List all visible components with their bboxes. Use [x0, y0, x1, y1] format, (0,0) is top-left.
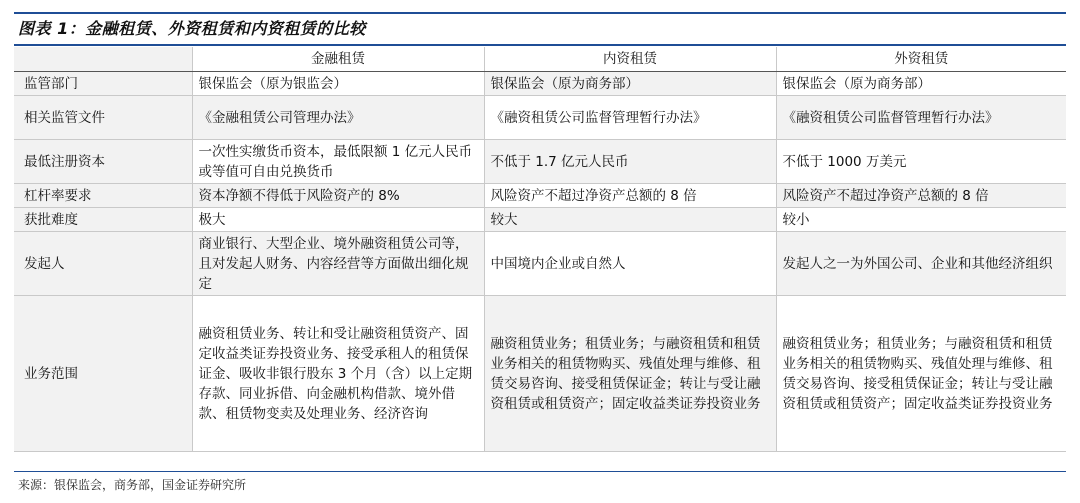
table-cell: 《融资租赁公司监督管理暂行办法》 [776, 96, 1066, 140]
header-row [14, 47, 1066, 72]
table-row [14, 296, 1066, 452]
row-label: 业务范围 [14, 296, 192, 452]
table-cell: 《融资租赁公司监督管理暂行办法》 [484, 96, 776, 140]
table-cell: 风险资产不超过净资产总额的 8 倍 [776, 184, 1066, 208]
table-row [14, 140, 1066, 184]
header-foreign-leasing: 外资租赁 [776, 47, 1066, 72]
table-cell: 中国境内企业或自然人 [484, 232, 776, 296]
table-row [14, 96, 1066, 140]
table-cell: 不低于 1.7 亿元人民币 [484, 140, 776, 184]
table-cell: 发起人之一为外国公司、企业和其他经济组织 [776, 232, 1066, 296]
table-cell: 银保监会（原为商务部） [484, 72, 776, 96]
source-note: 来源：银保监会，商务部，国金证券研究所 [18, 478, 247, 492]
table-cell: 极大 [192, 208, 484, 232]
row-label: 发起人 [14, 232, 192, 296]
table-row [14, 232, 1066, 296]
table-cell: 融资租赁业务、转让和受让融资租赁资产、固定收益类证券投资业务、接受承租人的租赁保证金、吸收非银行股东 3 个月（含）以上定期存款、同业拆借、向金融机构借款、境外借款、租赁物变卖及处理业务、经济咨询 [192, 296, 484, 452]
row-label: 获批难度 [14, 208, 192, 232]
table-row [14, 208, 1066, 232]
header-domestic-leasing: 内资租赁 [484, 47, 776, 72]
row-label: 监管部门 [14, 72, 192, 96]
header-financial-leasing: 金融租赁 [192, 47, 484, 72]
table-cell: 较小 [776, 208, 1066, 232]
row-label: 相关监管文件 [14, 96, 192, 140]
row-label: 最低注册资本 [14, 140, 192, 184]
table-cell: 银保监会（原为银监会） [192, 72, 484, 96]
top-rule [14, 12, 1066, 14]
row-label: 杠杆率要求 [14, 184, 192, 208]
table-cell: 银保监会（原为商务部） [776, 72, 1066, 96]
header-corner [14, 47, 192, 72]
table-cell: 融资租赁业务；租赁业务；与融资租赁和租赁业务相关的租赁物购买、残值处理与维修、租赁交易咨询、接受租赁保证金；转让与受让融资租赁或租赁资产；固定收益类证券投资业务 [776, 296, 1066, 452]
title-rule [14, 44, 1066, 46]
table-cell: 融资租赁业务；租赁业务；与融资租赁和租赁业务相关的租赁物购买、残值处理与维修、租赁交易咨询、接受租赁保证金；转让与受让融资租赁或租赁资产；固定收益类证券投资业务 [484, 296, 776, 452]
table-cell: 风险资产不超过净资产总额的 8 倍 [484, 184, 776, 208]
table-cell: 不低于 1000 万美元 [776, 140, 1066, 184]
comparison-table [14, 47, 1066, 452]
table-row [14, 72, 1066, 96]
figure-title: 图表 1：金融租赁、外资租赁和内资租赁的比较 [18, 19, 366, 38]
bottom-rule [14, 471, 1066, 472]
table-cell: 《金融租赁公司管理办法》 [192, 96, 484, 140]
table-cell: 一次性实缴货币资本，最低限额 1 亿元人民币或等值可自由兑换货币 [192, 140, 484, 184]
table-cell: 商业银行、大型企业、境外融资租赁公司等，且对发起人财务、内容经营等方面做出细化规定 [192, 232, 484, 296]
table-row [14, 184, 1066, 208]
table-cell: 较大 [484, 208, 776, 232]
table-cell: 资本净额不得低于风险资产的 8% [192, 184, 484, 208]
